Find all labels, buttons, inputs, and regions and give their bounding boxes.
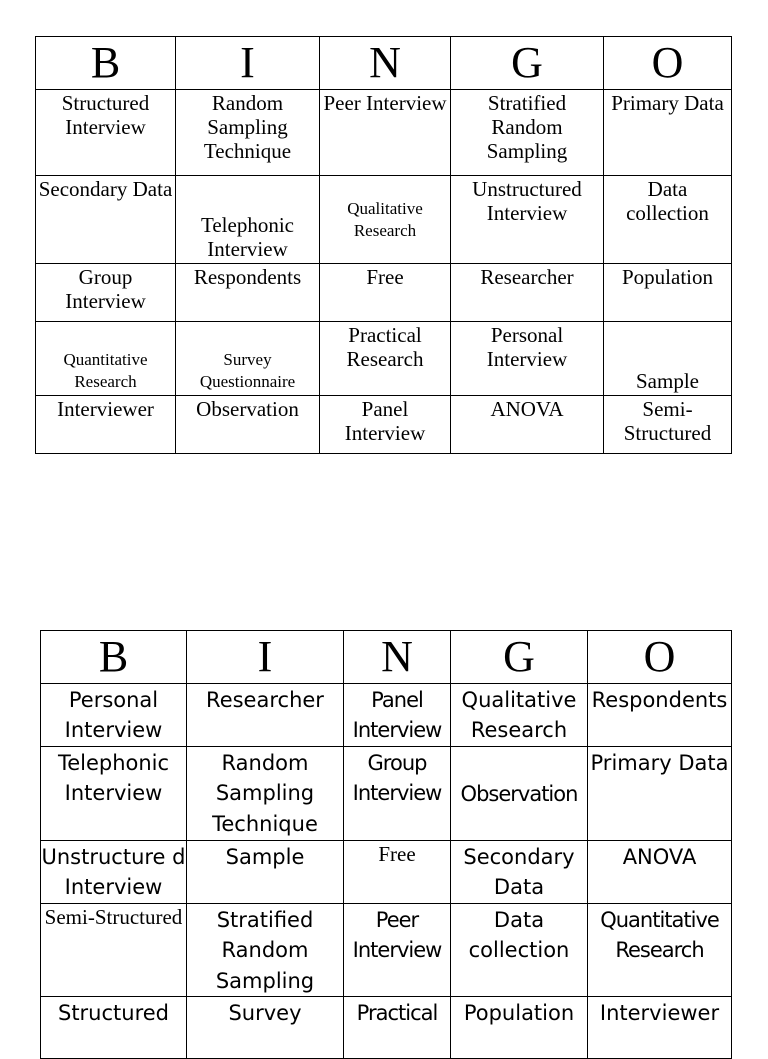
header-letter-b: B bbox=[41, 631, 187, 684]
bingo-cell: Random Sampling Technique bbox=[187, 746, 344, 840]
bingo-cell: Personal Interview bbox=[451, 322, 604, 396]
bingo-cell: Stratified Random Sampling bbox=[187, 903, 344, 996]
bingo-cell: Unstructured Interview bbox=[451, 176, 604, 264]
bingo-header-row bbox=[41, 631, 732, 684]
bingo-row bbox=[36, 176, 732, 264]
bingo-cell: Qualitative Research bbox=[451, 684, 588, 747]
bingo-cell: Telephonic Interview bbox=[41, 746, 187, 840]
bingo-cell: Personal Interview bbox=[41, 684, 187, 747]
header-letter-g: G bbox=[451, 631, 588, 684]
bingo-row bbox=[36, 322, 732, 396]
bingo-cell: Quantitative Research bbox=[588, 903, 732, 996]
bingo-row bbox=[41, 684, 732, 747]
bingo-cell: Respondents bbox=[588, 684, 732, 747]
bingo-cell: Group Interview bbox=[36, 264, 176, 322]
bingo-cell: Data collection bbox=[451, 903, 588, 996]
bingo-cell: Sample bbox=[604, 322, 732, 396]
bingo-cell: Respondents bbox=[176, 264, 320, 322]
bingo-cell: ANOVA bbox=[451, 396, 604, 454]
bingo-cell: Survey Questionnaire bbox=[176, 322, 320, 396]
bingo-cell: Quantitative Research bbox=[36, 322, 176, 396]
bingo-cell: Telephonic Interview bbox=[176, 176, 320, 264]
bingo-card-1 bbox=[35, 36, 732, 454]
header-letter-o: O bbox=[604, 37, 732, 90]
bingo-cell: Structured Interview bbox=[36, 90, 176, 176]
header-letter-i: I bbox=[176, 37, 320, 90]
free-cell: Free bbox=[344, 840, 451, 903]
bingo-cell: Interviewer bbox=[36, 396, 176, 454]
free-cell: Free bbox=[320, 264, 451, 322]
bingo-row bbox=[36, 396, 732, 454]
bingo-row bbox=[41, 746, 732, 840]
bingo-cell: Population bbox=[451, 997, 588, 1059]
bingo-cell: Practical bbox=[344, 997, 451, 1059]
bingo-cell: ANOVA bbox=[588, 840, 732, 903]
header-letter-n: N bbox=[320, 37, 451, 90]
bingo-cell: Stratified Random Sampling bbox=[451, 90, 604, 176]
bingo-cell: Researcher bbox=[451, 264, 604, 322]
header-letter-n: N bbox=[344, 631, 451, 684]
bingo-row bbox=[41, 840, 732, 903]
bingo-row bbox=[36, 264, 732, 322]
header-letter-o: O bbox=[588, 631, 732, 684]
bingo-cell: Observation bbox=[176, 396, 320, 454]
bingo-cell: Group Interview bbox=[344, 746, 451, 840]
bingo-cell: Researcher bbox=[187, 684, 344, 747]
bingo-cell: Survey bbox=[187, 997, 344, 1059]
header-letter-g: G bbox=[451, 37, 604, 90]
header-letter-i: I bbox=[187, 631, 344, 684]
bingo-cell: Primary Data bbox=[604, 90, 732, 176]
bingo-cell: Semi-Structured bbox=[41, 903, 187, 996]
bingo-cell: Primary Data bbox=[588, 746, 732, 840]
bingo-header-row bbox=[36, 37, 732, 90]
bingo-cell: Structured bbox=[41, 997, 187, 1059]
bingo-cell: Population bbox=[604, 264, 732, 322]
bingo-cell: Data collection bbox=[604, 176, 732, 264]
bingo-row bbox=[36, 90, 732, 176]
bingo-cell: Panel Interview bbox=[320, 396, 451, 454]
bingo-cell: Qualitative Research bbox=[320, 176, 451, 264]
bingo-cell: Random Sampling Technique bbox=[176, 90, 320, 176]
bingo-row bbox=[41, 997, 732, 1059]
bingo-cell: Secondary Data bbox=[36, 176, 176, 264]
bingo-cell: Secondary Data bbox=[451, 840, 588, 903]
bingo-row bbox=[41, 903, 732, 996]
bingo-cell: Peer Interview bbox=[320, 90, 451, 176]
bingo-cell: Sample bbox=[187, 840, 344, 903]
bingo-cell: Practical Research bbox=[320, 322, 451, 396]
bingo-cell: Interviewer bbox=[588, 997, 732, 1059]
header-letter-b: B bbox=[36, 37, 176, 90]
bingo-cell: Panel Interview bbox=[344, 684, 451, 747]
bingo-card-2 bbox=[40, 630, 732, 1059]
bingo-cell: Semi-Structured bbox=[604, 396, 732, 454]
bingo-cell: Peer Interview bbox=[344, 903, 451, 996]
bingo-cell: Unstructure d Interview bbox=[41, 840, 187, 903]
bingo-cell: Observation bbox=[451, 746, 588, 840]
